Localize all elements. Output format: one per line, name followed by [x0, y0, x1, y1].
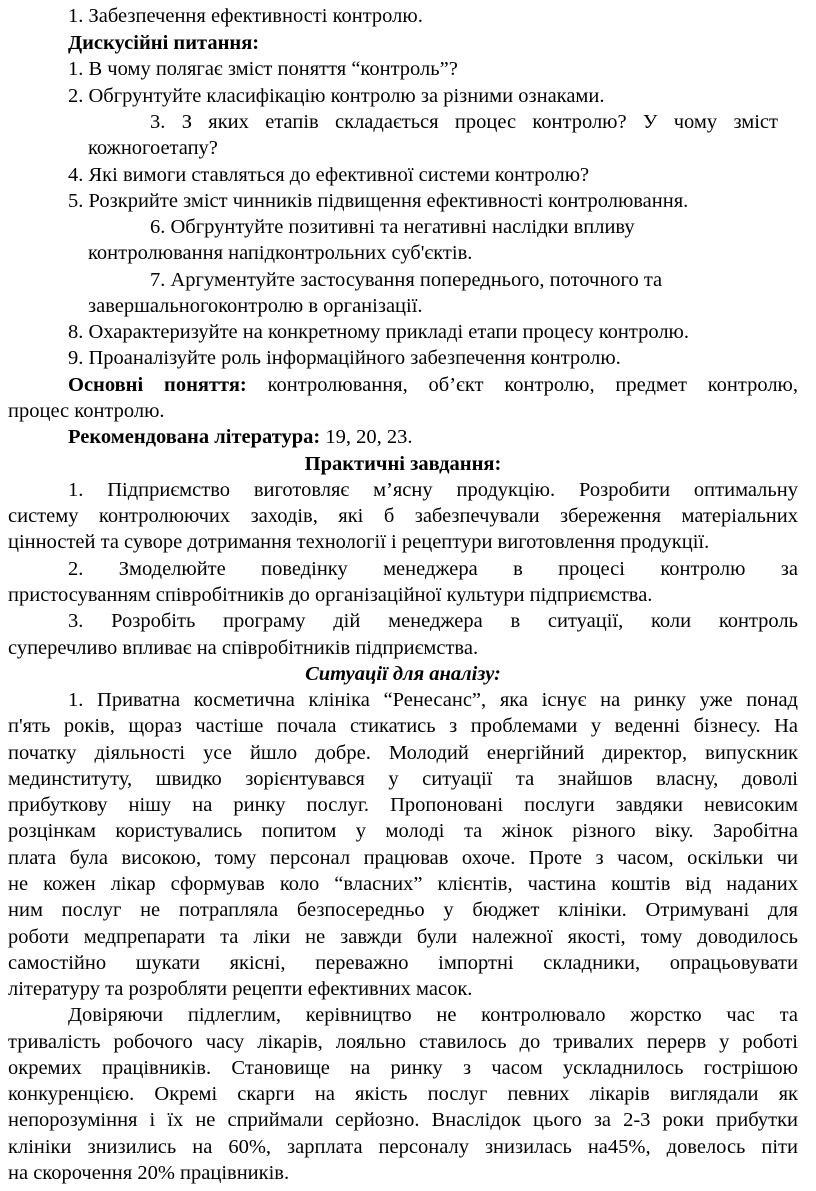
discussion-question-cont: контролювання напідконтрольних суб'єктів.	[88, 242, 473, 265]
situation-paragraph-line: Довіряючи підлеглим, керівництво не контролювало жорстко час та	[68, 1004, 798, 1027]
literature-line	[68, 425, 413, 450]
situation-paragraph-line: конкуренцією. Окремі скарги на якість послуг певних лікарів виглядали як	[8, 1083, 798, 1106]
situation-paragraph-line: мединституту, швидко зорієнтувався у ситуації та знайшов власну, доволі	[8, 767, 798, 790]
discussion-question: 9. Проаналізуйте роль інформаційного забезпечення контролю.	[68, 347, 621, 370]
literature-label: Рекомендована література:	[68, 426, 321, 449]
discussion-question: 8. Охарактеризуйте на конкретному прикладі етапи процесу контролю.	[68, 321, 689, 344]
situation-paragraph-line: не кожен лікар сформував коло “власних” клієнтів, частина коштів від наданих	[8, 872, 798, 895]
discussion-question: 1. В чому полягає зміст поняття “контроль”?	[68, 58, 458, 81]
situation-paragraph-line: самостійно шукати якісні, переважно імпортні складники, опрацьовувати	[8, 951, 798, 974]
discussion-question: 6. Обгрунтуйте позитивні та негативні наслідки впливу	[150, 216, 635, 239]
practical-task: 1. Підприємство виготовляє м’ясну продукцію. Розробити оптимальну	[68, 478, 798, 501]
situation-paragraph-line: на скорочення 20% працівників.	[8, 1162, 290, 1184]
situation-paragraph-line: роботи медпрепарати та ліки не завжди були належної якості, тому доводилось	[8, 925, 798, 948]
situation-paragraph-line: ним послуг не потрапляла безпосередньо у бюджет клініки. Отримувані для	[8, 899, 798, 922]
discussion-question: 5. Розкрийте зміст чинників підвищення ефективності контролювання.	[68, 189, 689, 212]
situation-paragraph-line: прибуткову нішу на ринку послуг. Пропоновані послуги завдяки невисоким	[8, 794, 798, 817]
situations-heading: Ситуації для аналізу:	[305, 662, 501, 685]
practical-task-cont: суперечливо впливає на співробітників підприємства.	[8, 636, 479, 659]
situation-paragraph-line: 1. Приватна косметична клініка “Ренесанс”, яка існує на ринку уже понад	[68, 689, 798, 712]
discussion-question-cont: кожногоетапу?	[88, 137, 218, 160]
practical-task: 3. Розробіть програму дій менеджера в ситуації, коли контроль	[68, 610, 798, 633]
practical-heading: Практичні завдання:	[304, 452, 502, 475]
situation-paragraph-line: плата була високою, тому персонал працював охоче. Проте з часом, оскільки чи	[8, 846, 798, 869]
concepts-label: Основні поняття:	[68, 373, 247, 396]
situation-paragraph-line: літературу та розробляти рецепти ефективних масок.	[8, 978, 473, 1001]
literature-text: 19, 20, 23.	[320, 426, 413, 449]
discussion-question: 7. Аргументуйте застосування попереднього, поточного та	[150, 268, 663, 291]
discussion-question: 4. Які вимоги ставляться до ефективної системи контролю?	[68, 163, 590, 186]
situation-paragraph-line: тривалість робочого часу лікарів, лояльно ставилось до тривалих перерв у роботі	[8, 1030, 798, 1053]
discussion-question-cont: завершальногоконтролю в організації.	[88, 294, 423, 317]
discussion-heading: Дискусійні питання:	[68, 32, 260, 55]
situation-paragraph-line: розцінкам користувались попитом у молоді та жінок різного віку. Заробітна	[8, 820, 798, 843]
intro-item: 1. Забезпечення ефективності контролю.	[68, 5, 423, 27]
discussion-question: 3. З яких етапів складається процес контролю? У чому зміст	[150, 111, 778, 133]
practical-task-cont: цінностей та суворе дотримання технології і рецептури виготовлення продукції.	[8, 531, 710, 554]
situation-paragraph-line: непорозуміння і їх не сприймали серйозно. Внаслідок цього за 2-3 роки прибутки	[8, 1109, 798, 1132]
practical-task-cont: систему контролюючих заходів, які б забезпечували збереження матеріальних	[8, 505, 798, 528]
practical-task-cont: пристосуванням співробітників до організаційної культури підприємства.	[8, 583, 653, 606]
concepts-text-cont: процес контролю.	[8, 400, 165, 423]
situation-paragraph-line: клініки знизились на 60%, зарплата персоналу знизилась на45%, довелось піти	[8, 1135, 798, 1158]
concepts-line	[68, 373, 798, 398]
situation-paragraph-line: початку діяльності усе йшло добре. Молодий енергійний директор, випускник	[8, 741, 798, 764]
discussion-question: 2. Обгрунтуйте класифікацію контролю за різними ознаками.	[68, 84, 605, 107]
practical-task: 2. Змоделюйте поведінку менеджера в процесі контролю за	[68, 557, 798, 580]
concepts-text: контролювання, об’єкт контролю, предмет контролю,	[246, 373, 798, 396]
situation-paragraph-line: п'ять років, щораз частіше почала стикатись з проблемами у веденні бізнесу. На	[8, 715, 798, 738]
situation-paragraph-line: окремих працівників. Становище на ринку з часом ускладнилось гострішою	[8, 1056, 798, 1079]
